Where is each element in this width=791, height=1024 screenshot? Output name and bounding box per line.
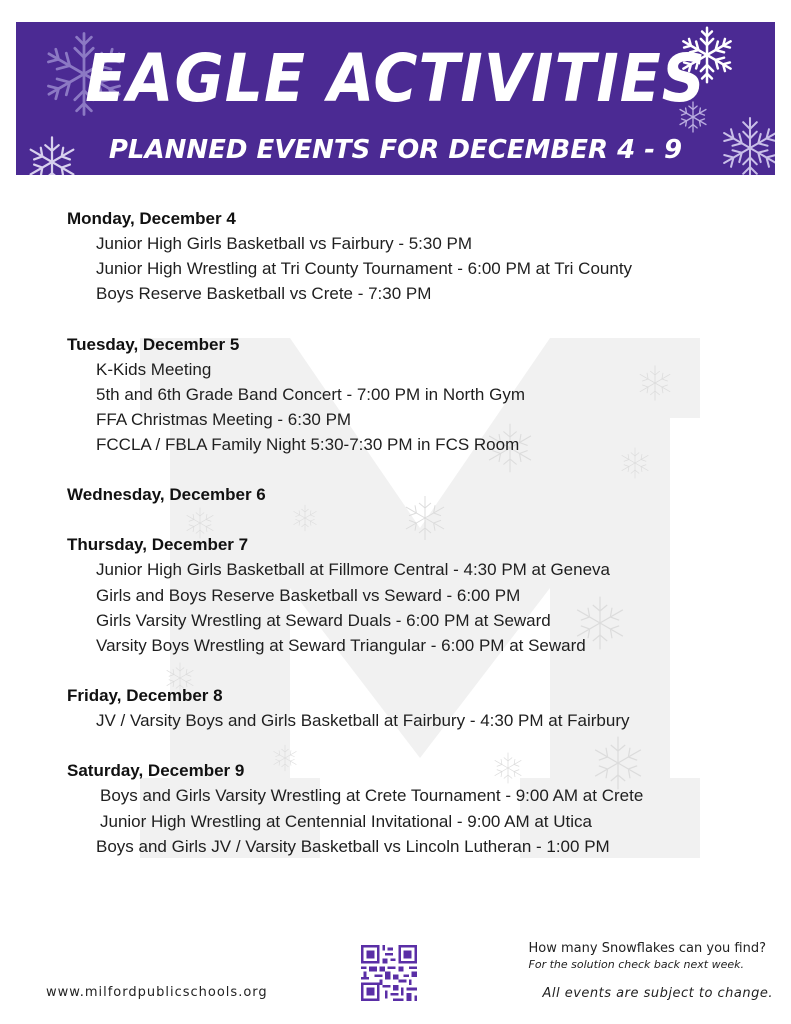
day-monday bbox=[67, 206, 747, 307]
event-item: K-Kids Meeting bbox=[96, 359, 212, 379]
day-title: Tuesday, December 5 bbox=[67, 334, 240, 354]
event-item: FFA Christmas Meeting - 6:30 PM bbox=[96, 410, 352, 430]
day-tuesday bbox=[67, 332, 747, 458]
day-title: Friday, December 8 bbox=[67, 686, 223, 706]
day-title: Thursday, December 7 bbox=[67, 535, 249, 555]
day-wednesday bbox=[67, 482, 747, 507]
event-item: Varsity Boys Wrestling at Seward Triangular - 6:00 PM at Seward bbox=[96, 636, 586, 656]
event-item: Girls and Boys Reserve Basketball vs Seward - 6:00 PM bbox=[96, 585, 521, 605]
day-title: Wednesday, December 6 bbox=[67, 485, 266, 505]
event-item: Junior High Wrestling at Tri County Tournament - 6:00 PM at Tri County bbox=[96, 259, 633, 279]
event-item: JV / Varsity Boys and Girls Basketball at Fairbury - 4:30 PM at Fairbury bbox=[96, 711, 630, 731]
event-item: Junior High Girls Basketball at Fillmore Central - 4:30 PM at Geneva bbox=[96, 560, 610, 580]
page-title: EAGLE ACTIVITIES bbox=[85, 40, 706, 118]
day-title: Saturday, December 9 bbox=[67, 761, 245, 781]
day-title: Monday, December 4 bbox=[67, 209, 236, 228]
disclaimer: All events are subject to change. bbox=[542, 986, 773, 1001]
question-text: How many Snowflakes can you find? bbox=[528, 941, 766, 956]
page-subtitle: PLANNED EVENTS FOR DECEMBER 4 - 9 bbox=[108, 135, 683, 165]
website-link[interactable]: www.milfordpublicschools.org bbox=[46, 985, 268, 1000]
events-list bbox=[67, 206, 747, 884]
event-item: 5th and 6th Grade Band Concert - 7:00 PM in North Gym bbox=[96, 384, 525, 404]
event-item: Boys Reserve Basketball vs Crete - 7:30 PM bbox=[96, 284, 432, 304]
day-thursday bbox=[67, 532, 747, 658]
event-item: Boys and Girls JV / Varsity Basketball vs Lincoln Lutheran - 1:00 PM bbox=[96, 836, 610, 856]
event-item: Boys and Girls Varsity Wrestling at Crete Tournament - 9:00 AM at Crete bbox=[100, 786, 644, 806]
header-banner bbox=[16, 22, 775, 175]
event-item: Girls Varsity Wrestling at Seward Duals - 6:00 PM at Seward bbox=[96, 610, 551, 630]
event-item: Junior High Wrestling at Centennial Invitational - 9:00 AM at Utica bbox=[100, 811, 592, 831]
day-friday bbox=[67, 683, 747, 733]
solution-note: For the solution check back next week. bbox=[528, 958, 744, 971]
snowflake-question bbox=[529, 940, 766, 972]
qr-code-icon[interactable] bbox=[361, 945, 417, 1001]
day-saturday bbox=[67, 758, 747, 859]
event-item: FCCLA / FBLA Family Night 5:30-7:30 PM in FCS Room bbox=[96, 435, 520, 455]
event-item: Junior High Girls Basketball vs Fairbury - 5:30 PM bbox=[96, 234, 473, 253]
